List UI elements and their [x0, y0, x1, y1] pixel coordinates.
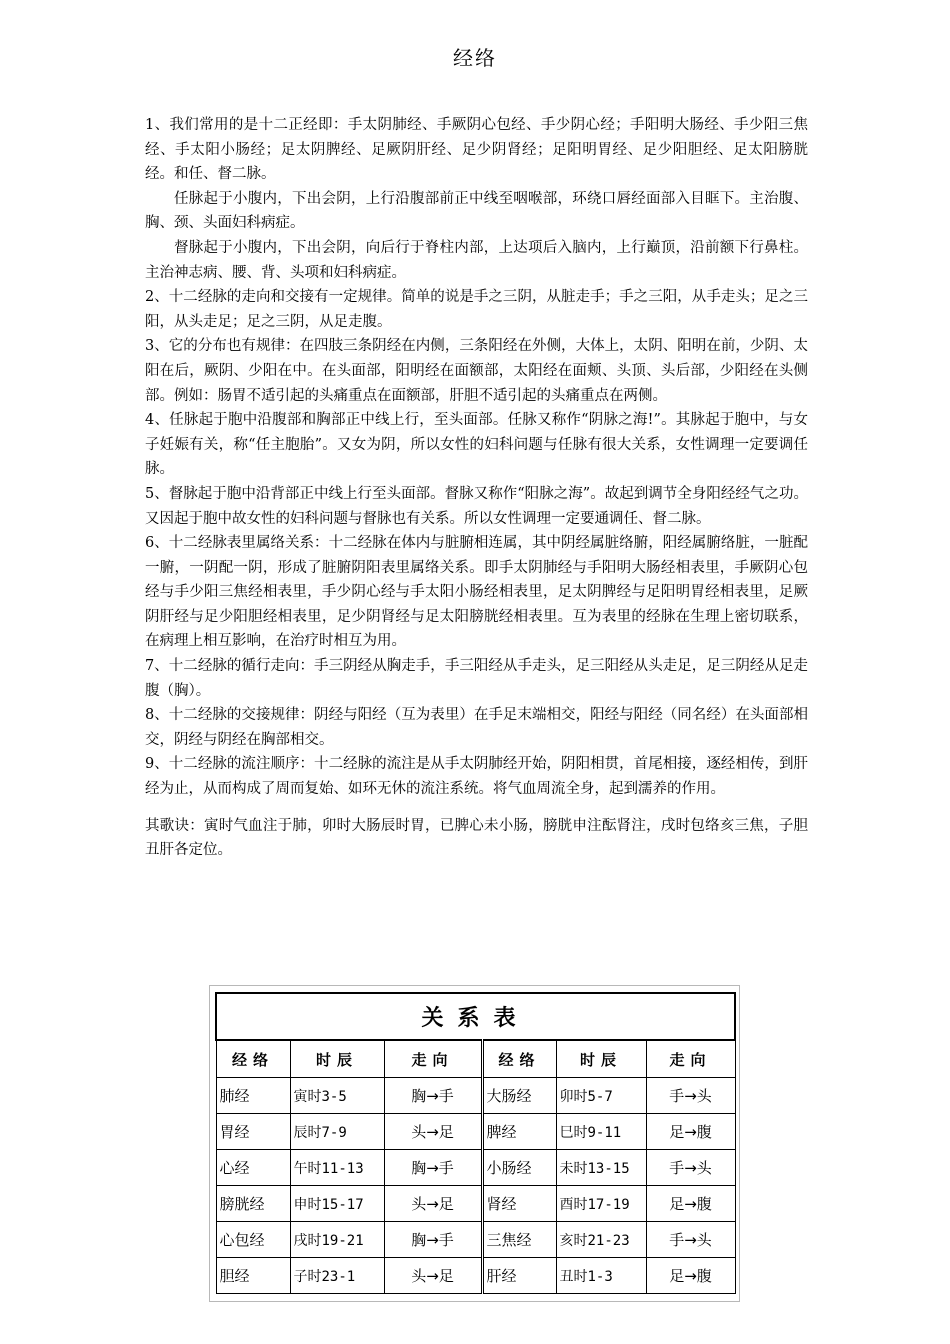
time-cell: 子时23-1: [290, 1258, 384, 1294]
direction-cell: 手→头: [646, 1078, 735, 1114]
time-cell: 酉时17-19: [556, 1186, 646, 1222]
time-cell: 未时13-15: [556, 1150, 646, 1186]
direction-cell: 手→头: [646, 1150, 735, 1186]
paragraph-1: 1、我们常用的是十二正经即：手太阴肺经、手厥阴心包经、手少阴心经；手阳明大肠经、手少阳三焦经、手太阳小肠经；足太阴脾经、足厥阴肝经、足少阴肾经；足阳明胃经、足少阳胆经、足太阳膀胱经。和任、督二脉。: [145, 117, 808, 183]
header-cell: 走向: [384, 1040, 482, 1078]
direction-cell: 胸→手: [384, 1078, 482, 1114]
meridian-cell: 小肠经: [482, 1150, 556, 1186]
paragraph-4: 4、任脉起于胞中沿腹部和胸部正中线上行，至头面部。任脉又称作“阴脉之海!”。其脉起于胞中，与女子妊娠有关，称“任主胞胎”。又女为阴，所以女性的妇科问题与任脉有很大关系，女性调理一定要调任脉。: [145, 412, 808, 478]
paragraph-7: 7、十二经脉的循行走向：手三阴经从胸走手，手三阳经从手走头，足三阳经从头走足，足三阴经从足走腹（胸）。: [145, 658, 808, 699]
header-cell: 时辰: [290, 1040, 384, 1078]
table-row: [216, 1114, 735, 1150]
direction-cell: 手→头: [646, 1222, 735, 1258]
meridian-cell: 肾经: [482, 1186, 556, 1222]
table-caption: 关系表: [216, 993, 735, 1040]
time-cell: 申时15-17: [290, 1186, 384, 1222]
meridian-cell: 心包经: [216, 1222, 290, 1258]
meridian-cell: 胆经: [216, 1258, 290, 1294]
paragraph-8: 8、十二经脉的交接规律：阴经与阳经（互为表里）在手足末端相交，阳经与阳经（同名经）在头面部相交，阴经与阴经在胸部相交。: [145, 707, 808, 748]
direction-cell: 足→腹: [646, 1114, 735, 1150]
direction-cell: 头→足: [384, 1258, 482, 1294]
meridian-cell: 大肠经: [482, 1078, 556, 1114]
table-row: [216, 1222, 735, 1258]
time-cell: 午时11-13: [290, 1150, 384, 1186]
header-cell: 走向: [646, 1040, 735, 1078]
direction-cell: 足→腹: [646, 1186, 735, 1222]
header-cell: 时辰: [556, 1040, 646, 1078]
paragraph-6: 6、十二经脉表里属络关系：十二经脉在体内与脏腑相连属，其中阴经属脏络腑，阳经属腑络脏，一脏配一腑，一阴配一阴，形成了脏腑阴阳表里属络关系。即手太阴肺经与手阳明大肠经相表里，手厥阴心包经与手少阳三焦经相表里，手少阴心经与手太阳小肠经相表里，足太阴脾经与足阳明胃经相表里，足厥阴肝经与足少阳胆经相表里，足少阴肾经与足太阳膀胱经相表里。互为表里的经脉在生理上密切联系，在病理上相互影响，在治疗时相互为用。: [145, 535, 808, 650]
direction-cell: 胸→手: [384, 1150, 482, 1186]
time-cell: 寅时3-5: [290, 1078, 384, 1114]
page-title: 经络: [453, 46, 497, 70]
relation-table-frame: [209, 985, 740, 1302]
paragraph-5: 5、督脉起于胞中沿背部正中线上行至头面部。督脉又称作“阳脉之海”。故起到调节全身阳经经气之功。又因起于胞中故女性的妇科问题与督脉也有关系。所以女性调理一定要通调任、督二脉。: [145, 485, 808, 527]
time-cell: 丑时1-3: [556, 1258, 646, 1294]
time-cell: 戌时19-21: [290, 1222, 384, 1258]
time-cell: 亥时21-23: [556, 1222, 646, 1258]
paragraph-ren-mai: 任脉起于小腹内，下出会阴，上行沿腹部前正中线至咽喉部，环绕口唇经面部入目眶下。主治腹、胸、颈、头面妇科病症。: [145, 190, 808, 232]
direction-cell: 胸→手: [384, 1222, 482, 1258]
meridian-cell: 肝经: [482, 1258, 556, 1294]
direction-cell: 头→足: [384, 1186, 482, 1222]
song-verse: 其歌诀：寅时气血注于肺，卯时大肠辰时胃，已脾心未小肠，膀胱申注酝肾注，戌时包络亥三焦，子胆丑肝各定位。: [145, 817, 808, 859]
meridian-cell: 肺经: [216, 1078, 290, 1114]
table-row: [216, 1078, 735, 1114]
direction-cell: 头→足: [384, 1114, 482, 1150]
time-cell: 卯时5-7: [556, 1078, 646, 1114]
table-row: [216, 1150, 735, 1186]
article-body: [145, 113, 808, 863]
meridian-cell: 膀胱经: [216, 1186, 290, 1222]
table-row: [216, 1258, 735, 1294]
header-cell: 经络: [482, 1040, 556, 1078]
meridian-cell: 心经: [216, 1150, 290, 1186]
paragraph-du-mai: 督脉起于小腹内，下出会阴，向后行于脊柱内部，上达项后入脑内，上行巅顶，沿前额下行鼻柱。主治神志病、腰、背、头项和妇科病症。: [145, 239, 808, 281]
meridian-cell: 胃经: [216, 1114, 290, 1150]
header-cell: 经络: [216, 1040, 290, 1078]
paragraph-3: 3、它的分布也有规律：在四肢三条阴经在内侧，三条阳经在外侧，大体上，太阴、阳明在前，少阴、太阳在后，厥阴、少阳在中。在头面部，阳明经在面额部，太阳经在面颊、头顶、头后部，少阳经在头侧部。例如：肠胃不适引起的头痛重点在面额部，肝胆不适引起的头痛重点在两侧。: [145, 338, 808, 404]
relation-table: [215, 992, 736, 1294]
paragraph-9: 9、十二经脉的流注顺序：十二经脉的流注是从手太阴肺经开始，阴阳相贯，首尾相接，逐经相传，到肝经为止，从而构成了周而复始、如环无休的流注系统。将气血周流全身，起到濡养的作用。: [145, 756, 808, 798]
direction-cell: 足→腹: [646, 1258, 735, 1294]
meridian-cell: 脾经: [482, 1114, 556, 1150]
time-cell: 辰时7-9: [290, 1114, 384, 1150]
table-header-row: [216, 1040, 735, 1078]
table-row: [216, 1186, 735, 1222]
meridian-cell: 三焦经: [482, 1222, 556, 1258]
time-cell: 巳时9-11: [556, 1114, 646, 1150]
paragraph-2: 2、十二经脉的走向和交接有一定规律。简单的说是手之三阴，从脏走手；手之三阳，从手走头；足之三阳，从头走足；足之三阴，从足走腹。: [145, 289, 808, 330]
